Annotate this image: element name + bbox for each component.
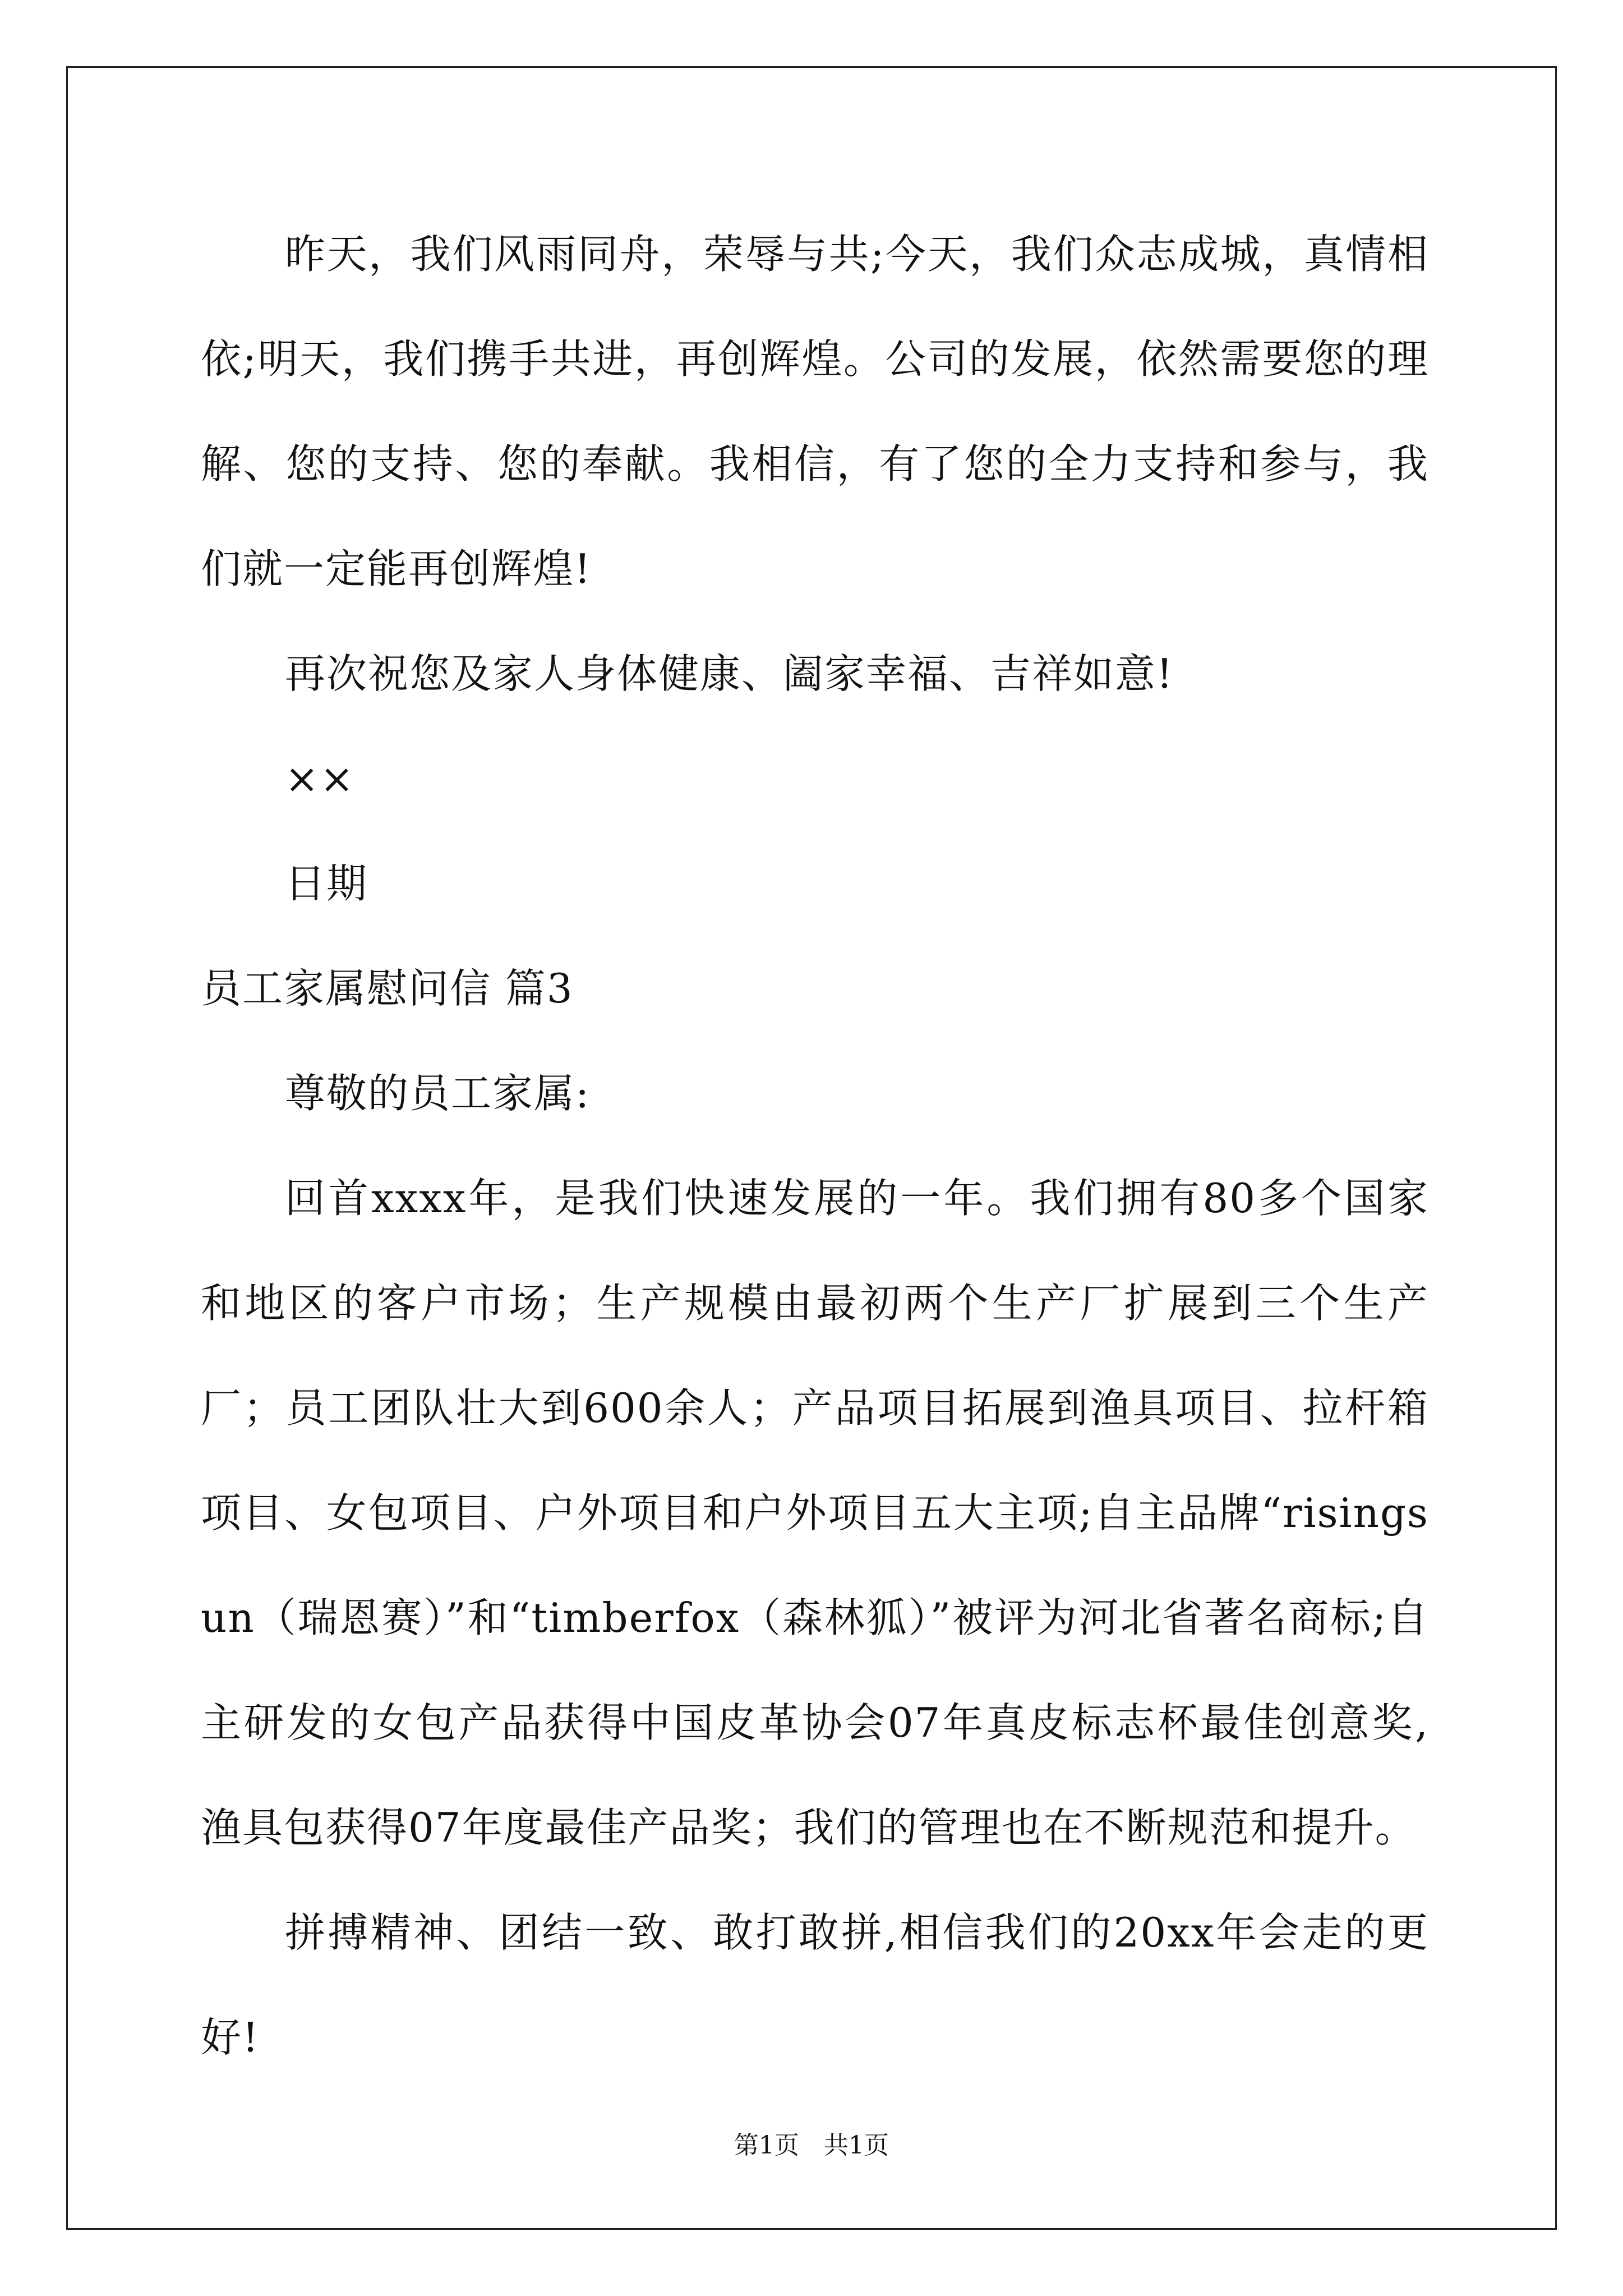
paragraph-outlook: 拼搏精神、团结一致、敢打敢拼,相信我们的20xx年会走的更好! <box>201 1909 1429 2061</box>
page-footer <box>0 2125 1623 2161</box>
letter-heading: 员工家属慰问信 篇3 <box>201 965 574 1012</box>
document-body <box>201 202 1429 2090</box>
page-number: 第1页 <box>734 2131 799 2160</box>
page-total: 共1页 <box>824 2131 889 2160</box>
paragraph-review: 回首xxxx年，是我们快速发展的一年。我们拥有80多个国家和地区的客户市场；生产规模由最初两个生产厂扩展到三个生产厂；员工团队壮大到600余人；产品项目拓展到渔具项目、拉杆箱项目、女包项目、户外项目和户外项目五大主项;自主品牌“risingsun（瑞恩赛）”和“timberfox（森林狐）”被评为河北省著名商标;自主研发的女包产品获得中国皮革协会07年真皮标志杯最佳创意奖,渔具包获得07年度最佳产品奖；我们的管理也在不断规范和提升。 <box>201 1175 1429 1851</box>
paragraph-closing-message: 昨天，我们风雨同舟，荣辱与共;今天，我们众志成城，真情相依;明天，我们携手共进，再创辉煌。公司的发展，依然需要您的理解、您的支持、您的奉献。我相信，有了您的全力支持和参与，我们就一定能再创辉煌! <box>201 231 1429 592</box>
date-label: 日期 <box>285 860 368 907</box>
signature-placeholder: ×× <box>285 755 355 802</box>
salutation: 尊敬的员工家属: <box>285 1070 591 1117</box>
paragraph-wishes: 再次祝您及家人身体健康、阖家幸福、吉祥如意! <box>285 650 1174 697</box>
